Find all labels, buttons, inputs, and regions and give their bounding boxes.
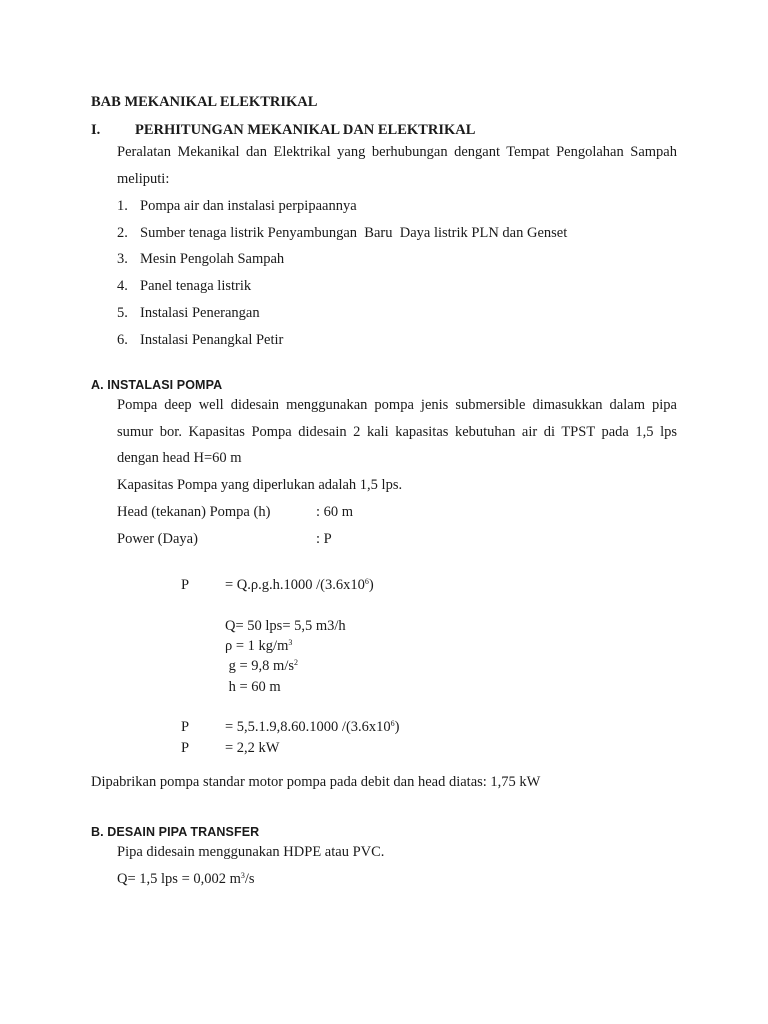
document-title: BAB MEKANIKAL ELEKTRIKAL bbox=[91, 94, 318, 110]
list-item-text: Pompa air dan instalasi perpipaannya bbox=[140, 198, 357, 214]
calc1-symbol: P bbox=[181, 719, 190, 735]
section-a-heading: A. INSTALASI POMPA bbox=[91, 378, 223, 392]
section-1-intro-line2: meliputi: bbox=[117, 171, 170, 187]
section-a-paragraph-line2: sumur bor. Kapasitas Pompa didesain 2 kali kapasitas kebutuhan air di TPST pada 1,5 lps bbox=[117, 424, 677, 440]
section-b-heading: B. DESAIN PIPA TRANSFER bbox=[91, 825, 260, 839]
var-q: Q= 50 lps= 5,5 m3/h bbox=[225, 618, 346, 634]
list-item-text: Instalasi Penangkal Petir bbox=[140, 332, 284, 348]
list-item-number: 3. bbox=[117, 251, 128, 267]
list-item-number: 2. bbox=[117, 225, 128, 241]
power-row bbox=[0, 532, 768, 550]
var-rho-exponent: 3 bbox=[288, 638, 293, 647]
pump-conclusion: Dipabrikan pompa standar motor pompa pada debit dan head diatas: 1,75 kW bbox=[91, 774, 541, 790]
formula-symbol: P bbox=[181, 577, 190, 593]
section-1-intro-line1: Peralatan Mekanikal dan Elektrikal yang berhubungan dengant Tempat Pengolahan Sampah bbox=[117, 144, 677, 160]
list-item-text: Instalasi Penerangan bbox=[140, 305, 260, 321]
section-a-paragraph-line1: Pompa deep well didesain menggunakan pompa jenis submersible dimasukkan dalam pipa bbox=[117, 397, 677, 413]
formula-main: = Q.ρ.g.h.1000 /(3.6x10 bbox=[225, 577, 365, 593]
power-label: Power (Daya) bbox=[117, 531, 198, 547]
var-g-main: g = 9,8 m/s bbox=[225, 658, 295, 674]
list-item-number: 4. bbox=[117, 278, 128, 294]
head-value: : 60 m bbox=[316, 504, 354, 520]
calc1-exponent: 6 bbox=[390, 719, 395, 728]
var-g-exponent: 2 bbox=[294, 658, 299, 667]
flow-tail: /s bbox=[244, 871, 255, 887]
formula-close: ) bbox=[368, 577, 374, 593]
section-a-paragraph-line3: dengan head H=60 m bbox=[117, 450, 242, 466]
flow-exponent: 3 bbox=[240, 871, 245, 880]
section-b-flow bbox=[117, 872, 255, 887]
flow-main: Q= 1,5 lps = 0,002 m bbox=[117, 871, 241, 887]
calc1-main: = 5,5.1.9,8.60.1000 /(3.6x10 bbox=[225, 719, 391, 735]
head-row bbox=[0, 505, 768, 523]
head-label: Head (tekanan) Pompa (h) bbox=[117, 504, 271, 520]
list-item-text: Sumber tenaga listrik Penyambungan Baru Daya listrik PLN dan Genset bbox=[140, 225, 568, 241]
calc1-close: ) bbox=[394, 719, 400, 735]
list-item-text: Mesin Pengolah Sampah bbox=[140, 251, 285, 267]
calculation-step-1 bbox=[0, 720, 768, 738]
formula-expression bbox=[225, 578, 374, 593]
list-item-number: 5. bbox=[117, 305, 128, 321]
var-h: h = 60 m bbox=[225, 679, 281, 695]
calc1-expression bbox=[225, 720, 400, 735]
list-item-number: 1. bbox=[117, 198, 128, 214]
calculation-step-2 bbox=[0, 741, 768, 759]
formula-exponent: 6 bbox=[364, 577, 369, 586]
list-item-text: Panel tenaga listrik bbox=[140, 278, 252, 294]
section-1-number: I. bbox=[91, 122, 101, 138]
var-rho bbox=[225, 639, 292, 654]
var-g bbox=[225, 659, 298, 674]
section-b-line1: Pipa didesain menggunakan HDPE atau PVC. bbox=[117, 844, 385, 860]
power-formula bbox=[0, 578, 768, 596]
calc2-expression: = 2,2 kW bbox=[225, 740, 280, 756]
power-value: : P bbox=[316, 531, 332, 547]
pump-capacity-line: Kapasitas Pompa yang diperlukan adalah 1,5 lps. bbox=[117, 477, 403, 493]
var-rho-main: ρ = 1 kg/m bbox=[225, 638, 289, 654]
section-1-title: PERHITUNGAN MEKANIKAL DAN ELEKTRIKAL bbox=[135, 122, 476, 138]
list-item-number: 6. bbox=[117, 332, 128, 348]
calc2-symbol: P bbox=[181, 740, 190, 756]
